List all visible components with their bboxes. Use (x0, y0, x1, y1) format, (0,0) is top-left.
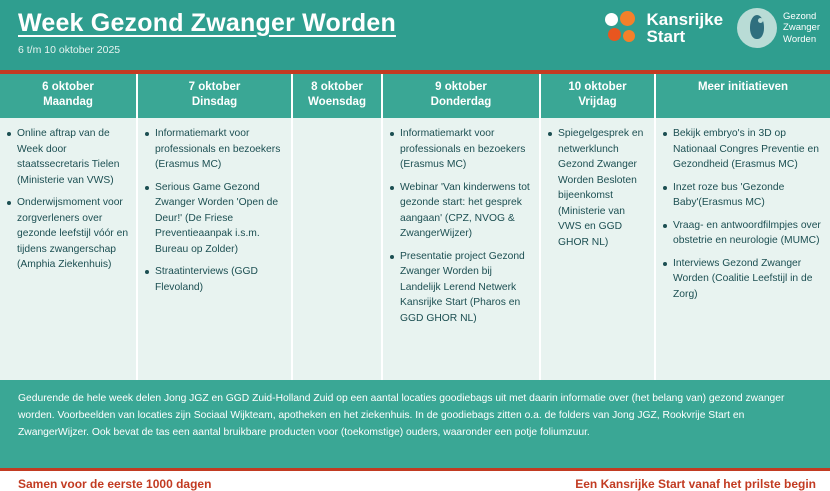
list-item: Onderwijsmoment voor zorgverleners over gezonde leefstijl vóór en tijdens zwangerschap (Amphia Ziekenhuis) (6, 195, 129, 273)
event-list (662, 126, 823, 302)
column-day: Woensdag (308, 96, 366, 108)
list-item: Presentatie project Gezond Zwanger Worden bij Landelijk Lerend Netwerk Kansrijke Start (Pharos en GGD GHOR NL) (389, 249, 532, 327)
list-item: Interviews Gezond Zwanger Worden (Coalitie Leefstijl in de Zorg) (662, 256, 823, 303)
list-item: Serious Game Gezond Zwanger Worden 'Open de Deur!' (De Friese Preventieaanpak i.s.m. Bureau op Zolder) (144, 180, 284, 258)
column-header-friday (541, 74, 656, 118)
footer-note: Gedurende de hele week delen Jong JGZ en GGD Zuid-Holland Zuid op een aantal locaties goodiebags uit met daarin informatie over (het belang van) gezond zwanger worden. Voorbeelden van locaties zijn Sociaal Wijkteam, apotheken en het ziekenhuis. In de goodiebags zitten o.a. de folders van Jong JGZ, Rookvrije Start en ZwangerWijzer. Ook bevat de tas een aantal bruikbare producten voor (toekomstige) ouders, waaronder een potje foliumzuur. (0, 380, 830, 468)
column-header-thursday (383, 74, 541, 118)
list-item: Vraag- en antwoordfilmpjes over obstetrie en neurologie (MUMC) (662, 218, 823, 249)
gzw-logo-line2: Zwanger (783, 22, 820, 34)
list-item: Bekijk embryo's in 3D op Nationaal Congres Preventie en Gezondheid (Erasmus MC) (662, 126, 823, 173)
column-date: 10 oktober (568, 81, 627, 93)
list-item: Informatiemarkt voor professionals en bezoekers (Erasmus MC) (144, 126, 284, 173)
column-day: Maandag (43, 96, 93, 108)
footer-tagline-left: Samen voor de eerste 1000 dagen (18, 477, 212, 491)
event-list (6, 126, 129, 273)
column-date: 8 oktober (311, 81, 363, 93)
column-date: 7 oktober (188, 81, 241, 93)
list-item: Spiegelgesprek en netwerklunch Gezond Zwanger Worden Besloten bijeenkomst (Ministerie van VWS en GGD GHOR NL) (547, 126, 647, 250)
gezond-zwanger-worden-logo-text (783, 11, 820, 46)
column-header-more-initiatives (656, 74, 830, 118)
kansrijke-start-logo (605, 11, 723, 45)
event-list (389, 126, 532, 326)
footer-tagline-right: Een Kansrijke Start vanaf het prilste begin (575, 477, 816, 491)
list-item: Webinar 'Van kinderwens tot gezonde start: het gesprek aangaan' (CPZ, NVOG & ZwangerWijzer) (389, 180, 532, 242)
gzw-logo-line1: Gezond (783, 10, 817, 22)
list-item: Informatiemarkt voor professionals en bezoekers (Erasmus MC) (389, 126, 532, 173)
column-header-tuesday (138, 74, 293, 118)
list-item: Inzet roze bus 'Gezonde Baby'(Erasmus MC) (662, 180, 823, 211)
gzw-logo-line3: Worden (783, 33, 817, 45)
column-header-wednesday (293, 74, 383, 118)
column-day: Meer initiatieven (697, 81, 789, 93)
page-subtitle: 6 t/m 10 oktober 2025 (18, 44, 121, 56)
kansrijke-start-logo-line1: Kansrijke (646, 10, 724, 29)
column-date: 6 oktober (42, 81, 94, 93)
footer-bar (0, 471, 830, 491)
column-day: Donderdag (430, 96, 492, 108)
page-title: Week Gezond Zwanger Worden (18, 9, 396, 37)
column-body-more-initiatives (656, 118, 830, 380)
column-day: Vrijdag (578, 96, 617, 108)
column-body-friday (541, 118, 656, 380)
column-date: 9 oktober (435, 81, 487, 93)
dots-icon (605, 11, 639, 45)
column-body-thursday (383, 118, 541, 380)
gezond-zwanger-worden-logo (737, 8, 820, 48)
column-body-tuesday (138, 118, 293, 380)
embryo-icon (737, 8, 777, 48)
kansrijke-start-logo-line2: Start (646, 27, 686, 46)
event-list (144, 126, 284, 295)
column-day: Dinsdag (191, 96, 238, 108)
logo-group (605, 8, 820, 48)
column-body-monday (0, 118, 138, 380)
list-item: Straatinterviews (GGD Flevoland) (144, 264, 284, 295)
schedule-header-row (0, 74, 830, 118)
column-header-monday (0, 74, 138, 118)
list-item: Online aftrap van de Week door staatssecretaris Tielen (Ministerie van VWS) (6, 126, 129, 188)
column-body-wednesday (293, 118, 383, 380)
page-header (0, 0, 830, 70)
kansrijke-start-logo-text (646, 11, 723, 45)
event-list (547, 126, 647, 250)
schedule-body-row (0, 118, 830, 380)
